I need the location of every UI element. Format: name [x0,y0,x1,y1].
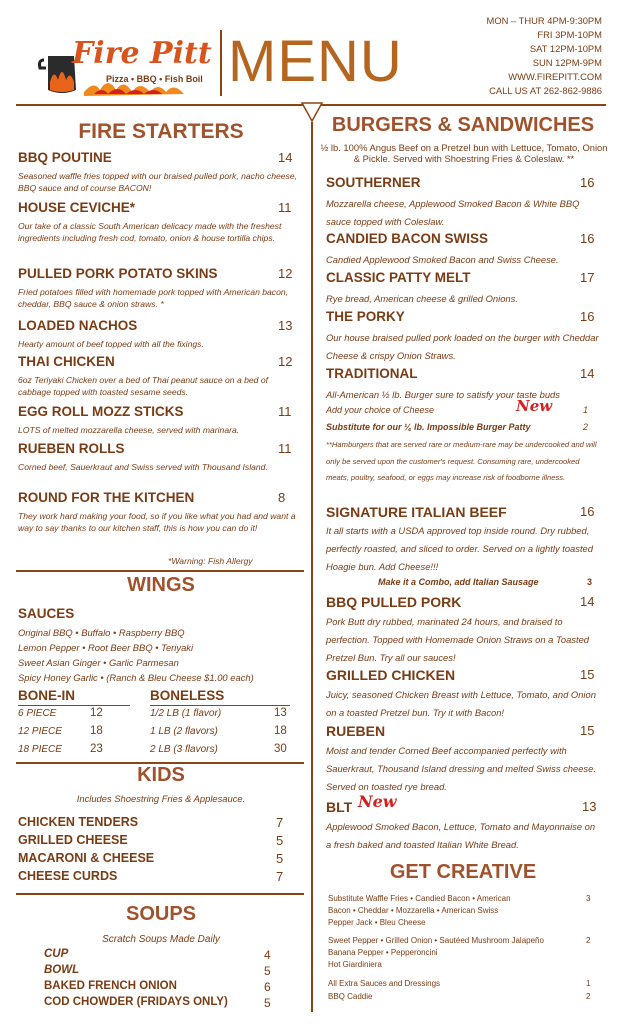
soup-item-price: 5 [264,996,271,1010]
burger-price: 17 [580,270,595,285]
fire-starter-title: BBQ POUTINE [18,150,112,165]
fire-starter-title: HOUSE CEVICHE* [18,200,136,215]
kids-item-price: 5 [276,851,284,866]
burger-price: 16 [580,175,595,190]
blt-desc: Applewood Smoked Bacon, Lettuce, Tomato and Mayonnaise on a fresh baked and toasted Italian White Bread. [326,821,596,850]
fire-starter-desc: Corned beef, Sauerkraut and Swiss served with Thousand Island. [18,462,268,472]
creative-line: Hot Giardiniera [328,960,382,969]
add-cheese-price: 1 [582,405,588,415]
kids-item-price: 7 [276,815,284,830]
sandwich-price: 14 [580,594,595,609]
sauce-line: Sweet Asian Ginger • Garlic Parmesan [18,657,179,668]
fire-starter-desc: They work hard making your food, so if you like what you had and want a way to say thanks to our kitchen staff, this is how you can do it! [18,511,296,533]
kids-item-price: 7 [276,869,284,884]
italian-beef-desc: It all starts with a USDA approved top inside round. Dry rubbed, perfectly roasted, and sliced to order. Served on a lightly toasted Hoagie bun. Add Cheese!!! [326,525,593,572]
rule-wings [16,570,304,572]
combo-price: 3 [586,577,592,587]
soup-item-title: CUP [44,948,69,960]
soup-item-title: BAKED FRENCH ONION [44,980,177,992]
fire-starter-price: 12 [278,266,293,281]
hours-block [487,14,602,98]
section-title-soups: SOUPS [125,903,197,925]
fire-starter-title: ROUND FOR THE KITCHEN [18,490,195,505]
creative-group [328,935,558,971]
new-badge: New [516,397,553,415]
boneless-label: 1 LB (2 flavors) [150,726,218,737]
creative-line: BBQ Caddie [328,992,373,1001]
sandwich-desc: Juicy, seasoned Chicken Breast with Lettuce, Tomato, and Onion on a toasted Pretzel bun. Try it with Bacon! [326,689,596,718]
burger-title: CLASSIC PATTY MELT [326,270,471,285]
fire-starter-price: 11 [278,441,292,456]
logo [34,20,214,98]
bone-in-label: 12 PIECE [18,726,62,737]
bone-in-price: 18 [90,725,103,737]
combo-line [378,576,592,588]
fire-starter-desc: LOTS of melted mozzarella cheese, served with marinara. [18,425,240,435]
add-cheese-label: Add your choice of Cheese [326,405,435,415]
raw-meat-disclaimer: **Hamburgers that are served rare or medium-rare may be undercooked and will only be served upon the customer's request. Consuming rare, undercooked meats, poultry, seafood, or eggs may increase risk of foodborne illness. [326,440,597,482]
fire-starter-price: 12 [278,354,293,369]
creative-line: Sweet Pepper • Grilled Onion • Sautéed Mushroom Jalapeño [328,936,544,945]
soup-item-price: 4 [264,948,271,962]
creative-line: Pepper Jack • Bleu Cheese [328,918,426,927]
creative-price: 1 [586,979,591,988]
fire-starter-desc: 6oz Teriyaki Chicken over a bed of Thai peanut sauce on a bed of cabbage topped with toasted sesame seeds. [18,375,269,397]
burger-price: 16 [580,309,595,324]
burger-price: 14 [580,366,595,381]
boneless-label: 2 LB (3 flavors) [150,744,218,755]
fire-starter-title: RUEBEN ROLLS [18,441,125,456]
fire-starter-price: 14 [278,150,293,165]
boneless-price: 18 [274,725,287,737]
soup-item-title: BOWL [44,964,80,976]
phone: CALL US AT 262-862-9886 [489,85,602,96]
burger-desc: Candied Applewood Smoked Bacon and Swiss Cheese. [326,254,559,265]
burger-price: 16 [580,231,595,246]
section-title-get-creative: GET CREATIVE [389,861,537,883]
impossible-price: 2 [582,422,588,432]
italian-beef-price: 16 [580,504,595,519]
kids-item-title: MACARONI & CHEESE [18,851,155,865]
fire-starter-title: LOADED NACHOS [18,318,138,333]
burger-title: CANDIED BACON SWISS [326,231,489,246]
creative-line: All Extra Sauces and Dressings [328,979,441,988]
hours-line: MON – THUR 4PM-9:30PM [486,15,602,26]
section-title-wings: WINGS [127,574,195,596]
section-title-fire-starters: FIRE STARTERS [78,120,244,143]
sauce-line: Original BBQ • Buffalo • Raspberry BBQ [18,627,185,638]
kids-item-title: GRILLED CHEESE [18,833,128,847]
section-title-burgers: BURGERS & SANDWICHES [331,114,595,136]
rule-bone-in [18,705,130,706]
kids-subtitle: Includes Shoestring Fries & Applesauce. [76,793,246,804]
brand-name: Fire Pitt [72,36,212,71]
sandwich-price: 15 [580,723,595,738]
sauce-line: Spicy Honey Garlic • (Ranch & Bleu Cheese $1.00 each) [18,672,254,683]
fire-starter-title: EGG ROLL MOZZ STICKS [18,404,184,419]
bone-in-label: 6 PIECE [18,708,57,719]
burger-title: SOUTHERNER [326,175,421,190]
soup-item-price: 6 [264,980,271,994]
bone-in-label: 18 PIECE [18,744,62,755]
website: WWW.FIREPITT.COM [508,71,602,82]
fish-allergy-warning: *Warning: Fish Allergy [168,556,253,566]
fire-starter-desc: Seasoned waffle fries topped with our braised pulled pork, nacho cheese, BBQ sauce and of course BACON! [18,171,297,193]
burgers-intro: ½ lb. 100% Angus Beef on a Pretzel bun with Lettuce, Tomato, Onion & Pickle. Served with Shoestring Fries & Coleslaw. ** [320,142,608,164]
burger-desc: Our house braised pulled pork loaded on the burger with Cheddar Cheese & crispy Onion Straws. [326,332,599,361]
blt-title: BLT [326,799,353,815]
creative-line: Bacon • Cheddar • Mozzarella • American Swiss [328,906,499,915]
creative-line: Substitute Waffle Fries • Candied Bacon • American [328,894,511,903]
sandwich-title: BBQ PULLED PORK [326,594,462,610]
sauce-line: Lemon Pepper • Root Beer BBQ • Teriyaki [18,642,194,653]
creative-group [328,978,558,990]
fire-starter-price: 11 [278,404,292,419]
sauce-list [18,625,254,685]
creative-price: 2 [586,936,591,945]
brand-tagline: Pizza • BBQ • Fish Boil [106,74,203,84]
hours-line: SAT 12PM-10PM [529,43,602,54]
burger-desc: Mozzarella cheese, Applewood Smoked Bacon & White BBQ sauce topped with Coleslaw. [326,198,580,227]
hours-line: SUN 12PM-9PM [532,57,602,68]
impossible-line [326,421,588,433]
creative-group [328,893,558,929]
sandwich-title: RUEBEN [326,723,386,739]
boneless-price: 13 [274,707,287,719]
sandwich-price: 15 [580,667,595,682]
creative-price: 2 [586,992,591,1001]
sandwich-desc: Pork Butt dry rubbed, marinated 24 hours, and braised to perfection. Topped with Homemade Onion Straws on a Toasted Pretzel Bun. Try all our sauces! [326,616,590,663]
boneless-price: 30 [274,743,287,755]
fire-starter-price: 8 [278,490,286,505]
burger-desc: All-American ½ lb. Burger sure to satisfy your taste buds [326,389,560,400]
burger-title: THE PORKY [326,309,405,324]
impossible-label: Substitute for our ¼ lb. Impossible Burger Patty [326,422,531,432]
soup-item-price: 5 [264,964,271,978]
creative-group [328,991,558,1003]
combo-label: Make it a Combo, add Italian Sausage [378,577,539,587]
burger-title: TRADITIONAL [326,366,418,381]
menu-title: MENU [228,29,403,94]
sauces-heading: SAUCES [18,606,75,621]
blt-new-badge: New [358,792,397,811]
bone-in-heading: BONE-IN [18,688,75,703]
soup-item-title: COD CHOWDER (FRIDAYS ONLY) [44,996,228,1008]
header-divider [220,30,222,96]
sandwich-title: GRILLED CHICKEN [326,667,456,683]
kids-item-price: 5 [276,833,284,848]
fire-starter-price: 13 [278,318,293,333]
creative-line: Banana Pepper • Pepperoncini [328,948,438,957]
fire-starter-title: THAI CHICKEN [18,354,115,369]
bone-in-price: 12 [90,707,103,719]
fire-starter-desc: Our take of a classic South American delicacy made with the freshest ingredients including fresh cod, tomato, onion & house tortilla chips. [18,221,282,243]
kids-item-title: CHEESE CURDS [18,869,118,883]
italian-beef-title: SIGNATURE ITALIAN BEEF [326,504,507,520]
hours-line: FRI 3PM-10PM [537,29,602,40]
column-divider [311,122,313,1012]
sandwich-desc: Moist and tender Corned Beef accompanied perfectly with Sauerkraut, Thousand Island dressing and melted Swiss cheese. Served on toasted rye bread. [326,745,596,792]
fire-starter-desc: Fried potatoes filled with homemade pork topped with American bacon, cheddar, BBQ sauce & onion straws. * [18,287,289,309]
fire-starter-price: 11 [278,200,292,215]
kids-item-title: CHICKEN TENDERS [18,815,139,829]
burger-desc: Rye bread, American cheese & grilled Onions. [326,293,518,304]
section-title-kids: KIDS [137,764,185,786]
fire-starter-desc: Hearty amount of beef topped with all the fixings. [18,339,204,349]
boneless-label: 1/2 LB (1 flavor) [150,708,222,719]
rule-soups [16,893,304,895]
fire-starter-title: PULLED PORK POTATO SKINS [18,266,218,281]
creative-price: 3 [586,894,591,903]
bone-in-price: 23 [90,743,103,755]
soups-subtitle: Scratch Soups Made Daily [102,934,220,945]
rule-boneless [150,705,290,706]
boneless-heading: BONELESS [150,688,225,703]
blt-price: 13 [582,799,597,814]
